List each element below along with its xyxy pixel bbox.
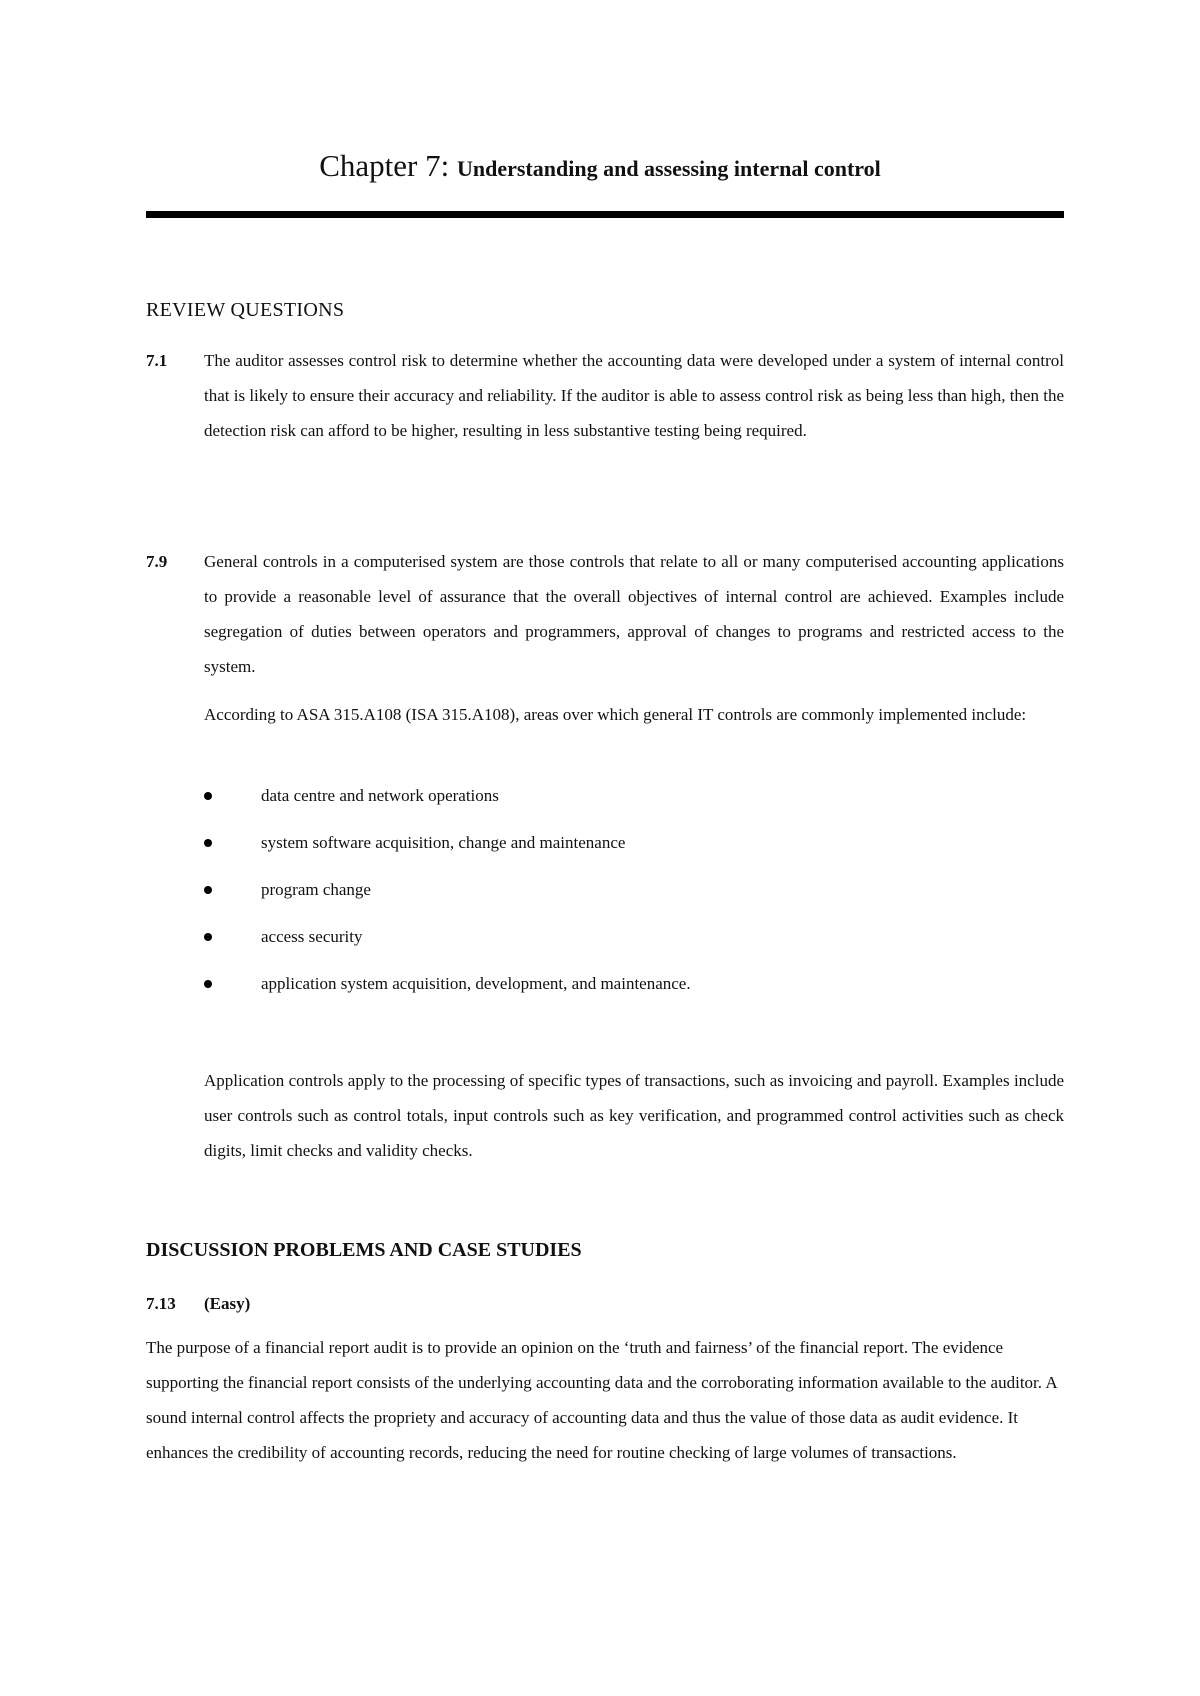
bullet-icon xyxy=(204,886,212,894)
chapter-title xyxy=(0,146,1200,192)
list-item-text: application system acquisition, development, and maintenance. xyxy=(261,974,691,993)
bullet-icon xyxy=(204,980,212,988)
case-difficulty: (Easy) xyxy=(204,1294,251,1313)
question-number: 7.1 xyxy=(146,351,168,370)
answer-paragraph: General controls in a computerised system are those controls that relate to all or many computerised accounting applications to provide a reasonable level of assurance that the overall objectives of internal control are achieved. Examples include segregation of duties between operators and programmers, approval of changes to programs and restricted access to the system. xyxy=(204,552,1064,676)
case-number: 7.13 xyxy=(146,1294,176,1313)
general-controls-list xyxy=(204,778,1064,1013)
chapter-label: Chapter 7: xyxy=(319,148,457,183)
list-item-text: system software acquisition, change and maintenance xyxy=(261,833,626,852)
discussion-heading: DISCUSSION PROBLEMS AND CASE STUDIES xyxy=(146,1239,582,1261)
question-answer-continued xyxy=(204,1063,1064,1168)
answer-paragraph: The auditor assesses control risk to determine whether the accounting data were developed under a system of internal control that is likely to ensure their accuracy and reliability. If the auditor is able to assess control risk as being less than high, then the detection risk can afford to be higher, resulting in less substantive testing being required. xyxy=(204,351,1064,440)
bullet-icon xyxy=(204,839,212,847)
question-answer-continued xyxy=(204,697,1064,732)
list-item-text: program change xyxy=(261,880,371,899)
list-item xyxy=(204,825,1064,872)
list-item xyxy=(204,966,1064,1013)
list-item xyxy=(204,778,1064,825)
answer-paragraph: According to ASA 315.A108 (ISA 315.A108), areas over which general IT controls are commonly implemented include: xyxy=(204,705,1027,724)
list-item xyxy=(204,919,1064,966)
question-answer xyxy=(204,343,1064,448)
review-questions-heading: REVIEW QUESTIONS xyxy=(146,299,345,321)
chapter-subtitle: Understanding and assessing internal control xyxy=(456,156,881,181)
bullet-icon xyxy=(204,933,212,941)
question-answer xyxy=(204,544,1064,684)
list-item xyxy=(204,872,1064,919)
list-item-text: data centre and network operations xyxy=(261,786,499,805)
answer-paragraph: Application controls apply to the processing of specific types of transactions, such as invoicing and payroll. Examples include user controls such as control totals, input controls such as key verification, and programmed control activities such as check digits, limit checks and validity checks. xyxy=(204,1071,1064,1160)
case-label xyxy=(146,1286,251,1321)
title-divider xyxy=(146,211,1064,218)
list-item-text: access security xyxy=(261,927,363,946)
bullet-icon xyxy=(204,792,212,800)
question-number: 7.9 xyxy=(146,552,168,571)
case-answer-paragraph: The purpose of a financial report audit is to provide an opinion on the ‘truth and fairness’ of the financial report. The evidence supporting the financial report consists of the underlying accounting data and the corroborating information available to the auditor. A sound internal control affects the propriety and accuracy of accounting data and thus the value of those data as audit evidence. It enhances the credibility of accounting records, reducing the need for routine checking of large volumes of transactions. xyxy=(146,1338,1057,1462)
